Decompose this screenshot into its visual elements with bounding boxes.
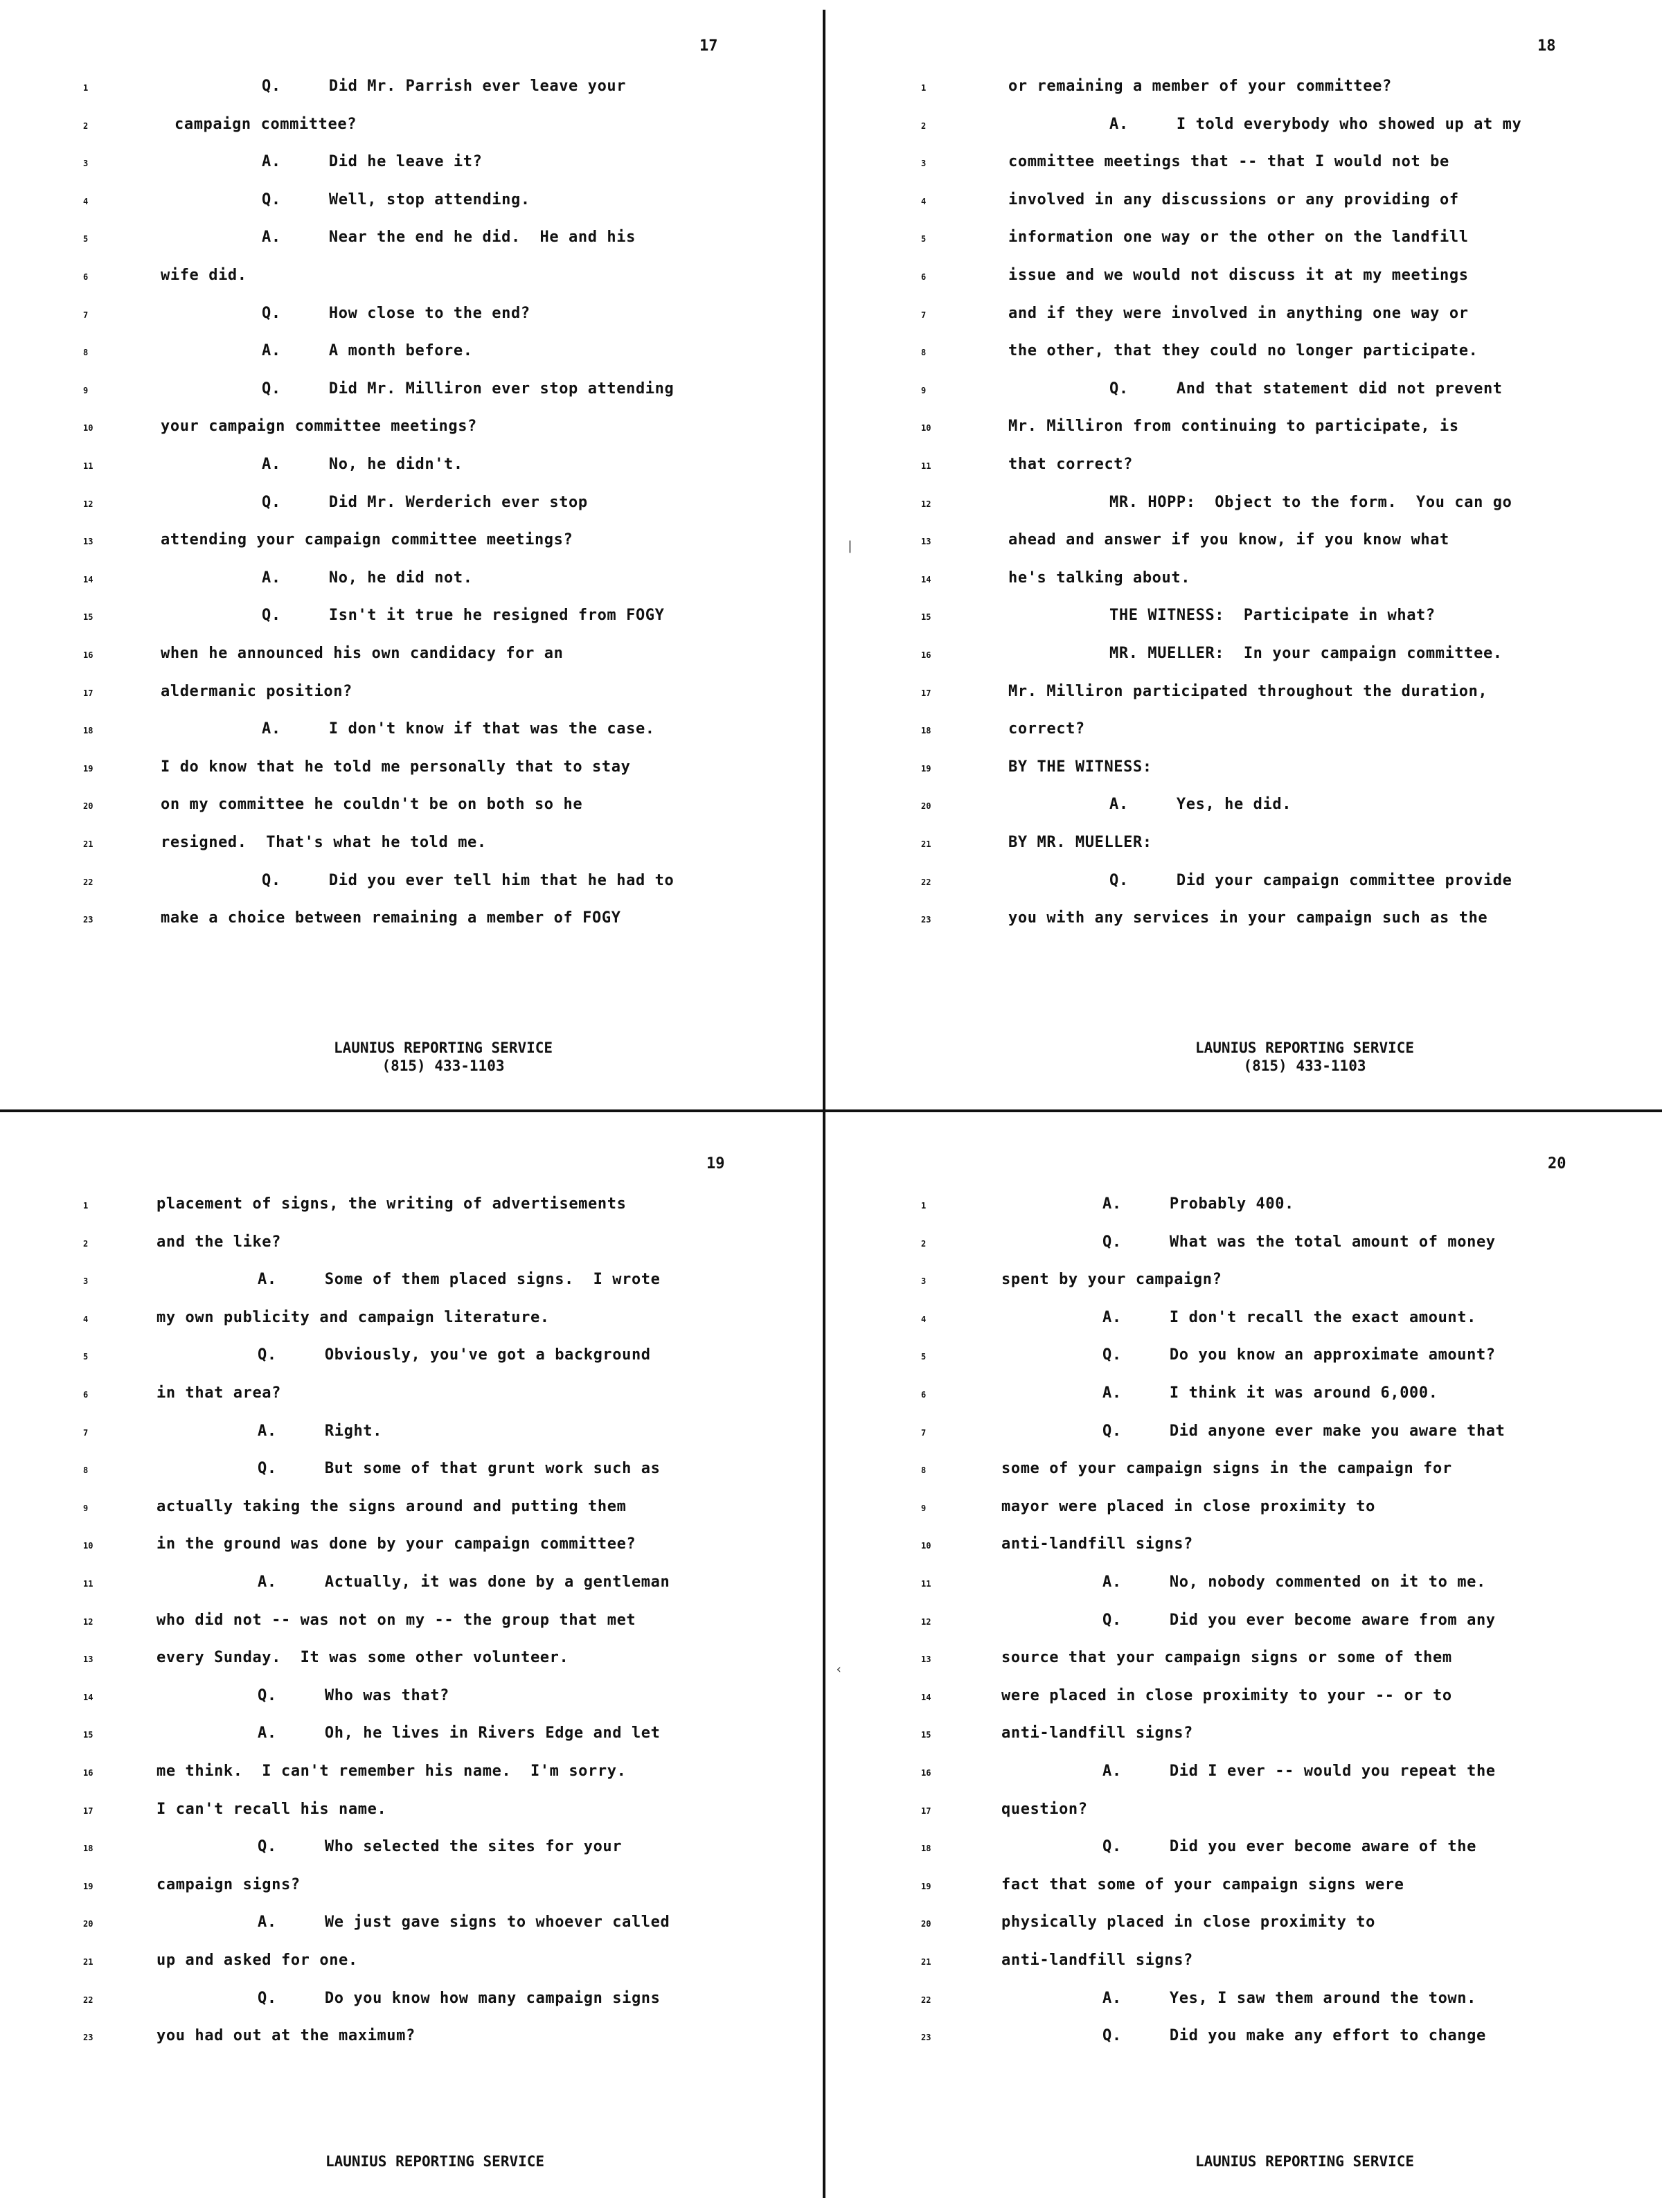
transcript-line — [0, 1498, 810, 1519]
line-number: 9 — [83, 385, 89, 395]
line-text: issue and we would not discuss it at my meetings — [1008, 267, 1469, 284]
line-text: THE WITNESS: Participate in what? — [1109, 607, 1436, 625]
transcript-line — [831, 1914, 1641, 1934]
line-number: 2 — [83, 121, 89, 131]
line-text: MR. MUELLER: In your campaign committee. — [1109, 645, 1503, 662]
transcript-line — [0, 78, 810, 98]
line-text: MR. HOPP: Object to the form. You can go — [1109, 493, 1512, 511]
scan-mark: ‹ — [835, 1662, 843, 1677]
line-text: Q. And that statement did not prevent — [1109, 380, 1503, 398]
line-number: 13 — [921, 537, 931, 547]
line-number: 21 — [921, 1957, 931, 1967]
transcript-line — [0, 569, 810, 590]
transcript-line — [0, 1460, 810, 1481]
line-text: involved in any discussions or any providing of — [1008, 190, 1459, 208]
transcript-line — [0, 1914, 810, 1934]
line-text: anti-landfill signs? — [1001, 1535, 1193, 1553]
line-text: aldermanic position? — [161, 682, 352, 700]
vertical-page-divider — [823, 10, 825, 2198]
transcript-line — [831, 1460, 1641, 1481]
transcript-line — [831, 456, 1641, 476]
line-number: 17 — [83, 1805, 93, 1816]
transcript-line — [831, 1535, 1641, 1556]
transcript-line — [831, 758, 1641, 779]
line-text: Q. Obviously, you've got a background — [258, 1346, 651, 1364]
line-text: question? — [1001, 1800, 1088, 1818]
reporter-name: LAUNIUS REPORTING SERVICE — [1195, 2153, 1415, 2170]
transcript-line — [831, 909, 1641, 930]
line-number: 19 — [921, 1881, 931, 1891]
transcript-line — [0, 494, 810, 515]
transcript-line — [0, 267, 810, 287]
line-number: 19 — [83, 763, 93, 774]
line-text: anti-landfill signs? — [1001, 1952, 1193, 1969]
line-text: A. Right. — [258, 1422, 382, 1440]
transcript-line — [0, 1990, 810, 2010]
transcript-line — [0, 796, 810, 817]
reporter-footer — [38, 1039, 848, 1075]
line-text: anti-landfill signs? — [1001, 1724, 1193, 1742]
line-number: 23 — [83, 915, 93, 925]
transcript-line — [0, 1724, 810, 1745]
transcript-line — [0, 1422, 810, 1443]
line-number: 10 — [921, 423, 931, 434]
line-number: 14 — [921, 574, 931, 585]
line-text: Q. Do you know how many campaign signs — [258, 1989, 661, 2007]
line-text: A. I don't know if that was the case. — [262, 720, 655, 738]
line-number: 18 — [921, 1844, 931, 1854]
line-text: Q. How close to the end? — [262, 304, 530, 322]
line-text: correct? — [1008, 720, 1085, 738]
transcript-line — [831, 153, 1641, 174]
line-text: Q. Did you make any effort to change — [1102, 2027, 1486, 2045]
scan-mark: | — [846, 539, 854, 553]
transcript-line — [0, 1687, 810, 1708]
line-number: 11 — [921, 1579, 931, 1589]
line-text: A. Did he leave it? — [262, 153, 483, 171]
transcript-line — [0, 758, 810, 779]
line-text: A. A month before. — [262, 342, 473, 360]
line-number: 22 — [921, 1995, 931, 2005]
line-text: BY MR. MUELLER: — [1008, 834, 1152, 851]
transcript-line — [831, 531, 1641, 552]
line-number: 23 — [921, 2033, 931, 2043]
line-number: 4 — [921, 196, 927, 206]
reporter-phone: (815) 433-1103 — [1243, 1058, 1366, 1074]
line-text: make a choice between remaining a member of FOGY — [161, 909, 621, 927]
line-text: campaign signs? — [157, 1875, 301, 1893]
line-number: 5 — [921, 1352, 927, 1362]
line-text: A. Actually, it was done by a gentleman — [258, 1573, 670, 1591]
line-number: 14 — [83, 1692, 93, 1702]
transcript-line — [831, 1649, 1641, 1670]
line-number: 8 — [83, 348, 89, 358]
line-text: A. We just gave signs to whoever called — [258, 1914, 670, 1932]
line-number: 16 — [921, 650, 931, 660]
line-text: fact that some of your campaign signs were — [1001, 1875, 1404, 1893]
transcript-line — [0, 1309, 810, 1330]
line-number: 16 — [83, 1768, 93, 1778]
line-text: or remaining a member of your committee? — [1008, 78, 1392, 95]
line-number: 12 — [83, 1616, 93, 1627]
line-number: 17 — [83, 688, 93, 698]
transcript-line — [0, 1195, 810, 1216]
transcript-line — [831, 1422, 1641, 1443]
line-text: Q. Isn't it true he resigned from FOGY — [262, 607, 665, 625]
reporter-name: LAUNIUS REPORTING SERVICE — [325, 2153, 545, 2170]
transcript-line — [0, 1384, 810, 1405]
transcript-line — [0, 531, 810, 552]
line-text: who did not -- was not on my -- the group that met — [157, 1611, 636, 1629]
line-number: 8 — [83, 1465, 89, 1476]
line-text: in the ground was done by your campaign committee? — [157, 1535, 636, 1553]
transcript-line — [0, 456, 810, 476]
line-number: 22 — [83, 1995, 93, 2005]
line-number: 9 — [921, 385, 927, 395]
line-number: 11 — [921, 461, 931, 471]
transcript-line — [831, 1195, 1641, 1216]
line-number: 11 — [83, 461, 93, 471]
transcript-line — [831, 796, 1641, 817]
transcript-line — [831, 1233, 1641, 1254]
transcript-line — [0, 1535, 810, 1556]
line-number: 23 — [921, 915, 931, 925]
line-text: Q. Well, stop attending. — [262, 190, 530, 208]
line-text: campaign committee? — [175, 115, 357, 133]
line-number: 7 — [83, 1427, 89, 1438]
line-text: ahead and answer if you know, if you know what — [1008, 531, 1449, 549]
line-text: up and asked for one. — [157, 1952, 358, 1969]
line-number: 21 — [83, 1957, 93, 1967]
transcript-line — [831, 872, 1641, 893]
line-text: Q. Who selected the sites for your — [258, 1838, 623, 1856]
line-text: A. Yes, I saw them around the town. — [1102, 1989, 1476, 2007]
line-text: resigned. That's what he told me. — [161, 834, 487, 851]
line-text: A. I think it was around 6,000. — [1102, 1384, 1438, 1402]
line-text: A. No, nobody commented on it to me. — [1102, 1573, 1486, 1591]
transcript-line — [0, 380, 810, 401]
transcript-line — [831, 78, 1641, 98]
transcript-line — [831, 191, 1641, 212]
line-text: A. I told everybody who showed up at my — [1109, 115, 1522, 133]
line-text: some of your campaign signs in the campaign for — [1001, 1460, 1452, 1478]
transcript-line — [0, 1233, 810, 1254]
line-text: my own publicity and campaign literature. — [157, 1308, 550, 1326]
line-number: 6 — [921, 272, 927, 282]
line-number: 18 — [921, 726, 931, 736]
transcript-line — [831, 1990, 1641, 2010]
line-text: physically placed in close proximity to — [1001, 1914, 1375, 1932]
line-text: mayor were placed in close proximity to — [1001, 1497, 1375, 1515]
transcript-page — [831, 0, 1641, 1094]
transcript-line — [831, 1724, 1641, 1745]
transcript-line — [0, 153, 810, 174]
line-text: actually taking the signs around and putting them — [157, 1497, 627, 1515]
page-number: 20 — [1548, 1155, 1566, 1172]
transcript-line — [831, 305, 1641, 325]
transcript-line — [0, 683, 810, 704]
line-number: 6 — [83, 1390, 89, 1400]
line-text: Q. Did Mr. Parrish ever leave your — [262, 78, 627, 95]
line-number: 23 — [83, 2033, 93, 2043]
transcript-line — [831, 1763, 1641, 1783]
line-text: I can't recall his name. — [157, 1800, 387, 1818]
transcript-line — [0, 909, 810, 930]
line-text: BY THE WITNESS: — [1008, 758, 1152, 776]
transcript-line — [0, 834, 810, 855]
line-text: in that area? — [157, 1384, 281, 1402]
line-number: 2 — [921, 1238, 927, 1249]
transcript-line — [831, 229, 1641, 249]
transcript-page — [831, 1118, 1641, 2212]
line-number: 15 — [83, 1730, 93, 1740]
line-text: spent by your campaign? — [1001, 1271, 1222, 1289]
transcript-line — [831, 720, 1641, 741]
transcript-line — [0, 229, 810, 249]
line-text: source that your campaign signs or some of them — [1001, 1649, 1452, 1667]
page-number: 18 — [1537, 37, 1556, 55]
line-number: 10 — [83, 423, 93, 434]
line-number: 22 — [921, 877, 931, 887]
transcript-line — [831, 1498, 1641, 1519]
line-number: 15 — [921, 1730, 931, 1740]
transcript-line — [831, 116, 1641, 136]
line-number: 1 — [921, 1201, 927, 1211]
transcript-line — [831, 267, 1641, 287]
line-text: placement of signs, the writing of advertisements — [157, 1195, 627, 1213]
line-number: 12 — [921, 1616, 931, 1627]
line-number: 13 — [921, 1654, 931, 1665]
line-text: Q. Did you ever become aware of the — [1102, 1838, 1476, 1856]
line-number: 18 — [83, 726, 93, 736]
line-number: 17 — [921, 1805, 931, 1816]
line-text: and if they were involved in anything one way or — [1008, 304, 1469, 322]
line-number: 20 — [921, 1919, 931, 1929]
transcript-line — [831, 683, 1641, 704]
reporter-footer — [900, 1039, 1662, 1075]
line-text: attending your campaign committee meetings? — [161, 531, 573, 549]
transcript-page — [0, 1118, 810, 2212]
line-text: A. Did I ever -- would you repeat the — [1102, 1763, 1496, 1780]
line-text: Q. But some of that grunt work such as — [258, 1460, 661, 1478]
line-number: 19 — [921, 763, 931, 774]
line-number: 3 — [83, 1276, 89, 1287]
transcript-line — [0, 1876, 810, 1897]
line-text: A. Near the end he did. He and his — [262, 229, 636, 247]
line-text: Mr. Milliron from continuing to participate, is — [1008, 418, 1459, 436]
line-text: your campaign committee meetings? — [161, 418, 477, 436]
line-text: I do know that he told me personally that to stay — [161, 758, 631, 776]
line-number: 19 — [83, 1881, 93, 1891]
line-number: 5 — [921, 234, 927, 244]
line-number: 15 — [83, 612, 93, 623]
transcript-line — [831, 1612, 1641, 1632]
transcript-line — [831, 1384, 1641, 1405]
reporter-name: LAUNIUS REPORTING SERVICE — [1195, 1040, 1415, 1056]
line-number: 14 — [921, 1692, 931, 1702]
line-number: 16 — [921, 1768, 931, 1778]
transcript-line — [0, 720, 810, 741]
transcript-line — [0, 342, 810, 363]
line-text: Q. Did you ever tell him that he had to — [262, 871, 674, 889]
transcript-page — [0, 0, 810, 1094]
line-number: 1 — [83, 83, 89, 93]
transcript-line — [831, 380, 1641, 401]
transcript-line — [0, 418, 810, 438]
line-number: 14 — [83, 574, 93, 585]
transcript-line — [0, 116, 810, 136]
line-text: Q. Did Mr. Werderich ever stop — [262, 493, 588, 511]
transcript-line — [831, 1346, 1641, 1367]
line-number: 21 — [921, 839, 931, 849]
line-text: Q. Did anyone ever make you aware that — [1102, 1422, 1505, 1440]
line-number: 11 — [83, 1579, 93, 1589]
line-number: 20 — [83, 1919, 93, 1929]
line-number: 8 — [921, 1465, 927, 1476]
line-number: 1 — [921, 83, 927, 93]
transcript-line — [831, 1271, 1641, 1292]
line-text: me think. I can't remember his name. I'm sorry. — [157, 1763, 627, 1780]
line-number: 12 — [83, 499, 93, 509]
line-text: the other, that they could no longer participate. — [1008, 342, 1478, 360]
line-number: 5 — [83, 234, 89, 244]
transcript-line — [0, 1952, 810, 1972]
line-text: wife did. — [161, 267, 247, 284]
reporter-name: LAUNIUS REPORTING SERVICE — [333, 1040, 553, 1056]
line-text: you had out at the maximum? — [157, 2027, 416, 2045]
line-number: 4 — [83, 196, 89, 206]
line-text: A. No, he didn't. — [262, 456, 463, 473]
line-number: 7 — [83, 310, 89, 320]
line-text: Q. Did your campaign committee provide — [1109, 871, 1512, 889]
line-number: 20 — [921, 801, 931, 812]
line-number: 3 — [921, 159, 927, 169]
transcript-line — [0, 191, 810, 212]
transcript-line — [831, 1573, 1641, 1594]
transcript-line — [0, 645, 810, 666]
line-number: 9 — [921, 1503, 927, 1513]
line-number: 10 — [921, 1541, 931, 1551]
line-number: 8 — [921, 348, 927, 358]
line-text: you with any services in your campaign such as the — [1008, 909, 1488, 927]
line-number: 10 — [83, 1541, 93, 1551]
line-text: Q. Who was that? — [258, 1686, 449, 1704]
transcript-line — [831, 418, 1641, 438]
transcript-line — [831, 1876, 1641, 1897]
transcript-line — [0, 1801, 810, 1821]
transcript-line — [0, 1612, 810, 1632]
transcript-line — [831, 1952, 1641, 1972]
horizontal-page-divider — [0, 1109, 1662, 1112]
reporter-footer — [900, 2152, 1662, 2170]
line-number: 3 — [83, 159, 89, 169]
line-text: Q. Did Mr. Milliron ever stop attending — [262, 380, 674, 398]
transcript-line — [0, 1271, 810, 1292]
transcript-line — [831, 834, 1641, 855]
line-number: 4 — [83, 1314, 89, 1324]
line-number: 21 — [83, 839, 93, 849]
transcript-line — [0, 872, 810, 893]
transcript-line — [831, 342, 1641, 363]
transcript-line — [0, 1573, 810, 1594]
line-number: 22 — [83, 877, 93, 887]
line-number: 2 — [83, 1238, 89, 1249]
line-text: committee meetings that -- that I would not be — [1008, 153, 1449, 171]
transcript-line — [831, 645, 1641, 666]
line-text: A. Some of them placed signs. I wrote — [258, 1271, 661, 1289]
line-number: 9 — [83, 1503, 89, 1513]
line-text: A. Oh, he lives in Rivers Edge and let — [258, 1724, 661, 1742]
line-text: A. No, he did not. — [262, 569, 473, 587]
reporter-phone: (815) 433-1103 — [382, 1058, 505, 1074]
line-text: Q. What was the total amount of money — [1102, 1233, 1496, 1251]
line-number: 3 — [921, 1276, 927, 1287]
transcript-line — [831, 569, 1641, 590]
line-text: and the like? — [157, 1233, 281, 1251]
line-number: 16 — [83, 650, 93, 660]
transcript-line — [0, 305, 810, 325]
line-text: Q. Do you know an approximate amount? — [1102, 1346, 1496, 1364]
line-text: Mr. Milliron participated throughout the duration, — [1008, 682, 1488, 700]
line-text: A. Yes, he did. — [1109, 796, 1292, 814]
line-number: 6 — [921, 1390, 927, 1400]
line-text: A. Probably 400. — [1102, 1195, 1294, 1213]
line-number: 13 — [83, 1654, 93, 1665]
transcript-line — [831, 2027, 1641, 2048]
line-number: 13 — [83, 537, 93, 547]
line-text: were placed in close proximity to your -- or to — [1001, 1686, 1452, 1704]
line-number: 7 — [921, 1427, 927, 1438]
line-number: 1 — [83, 1201, 89, 1211]
transcript-line — [0, 1763, 810, 1783]
transcript-line — [0, 1649, 810, 1670]
line-number: 17 — [921, 688, 931, 698]
page-number: 17 — [699, 37, 718, 55]
line-text: he's talking about. — [1008, 569, 1191, 587]
line-text: on my committee he couldn't be on both so he — [161, 796, 583, 814]
line-text: information one way or the other on the landfill — [1008, 229, 1469, 247]
line-number: 20 — [83, 801, 93, 812]
line-number: 12 — [921, 499, 931, 509]
line-text: every Sunday. It was some other volunteer. — [157, 1649, 569, 1667]
transcript-line — [831, 1801, 1641, 1821]
transcript-line — [831, 1687, 1641, 1708]
line-text: that correct? — [1008, 456, 1133, 473]
line-number: 2 — [921, 121, 927, 131]
line-text: A. I don't recall the exact amount. — [1102, 1308, 1476, 1326]
line-number: 15 — [921, 612, 931, 623]
line-number: 18 — [83, 1844, 93, 1854]
transcript-line — [0, 607, 810, 627]
reporter-footer — [30, 2152, 840, 2170]
transcript-line — [0, 1346, 810, 1367]
line-number: 7 — [921, 310, 927, 320]
transcript-line — [0, 2027, 810, 2048]
transcript-line — [831, 1309, 1641, 1330]
line-number: 5 — [83, 1352, 89, 1362]
page-number: 19 — [706, 1155, 725, 1172]
transcript-line — [831, 607, 1641, 627]
transcript-line — [831, 494, 1641, 515]
transcript-line — [831, 1838, 1641, 1859]
transcript-line — [0, 1838, 810, 1859]
line-text: when he announced his own candidacy for an — [161, 645, 564, 662]
line-number: 6 — [83, 272, 89, 282]
line-text: Q. Did you ever become aware from any — [1102, 1611, 1496, 1629]
line-number: 4 — [921, 1314, 927, 1324]
